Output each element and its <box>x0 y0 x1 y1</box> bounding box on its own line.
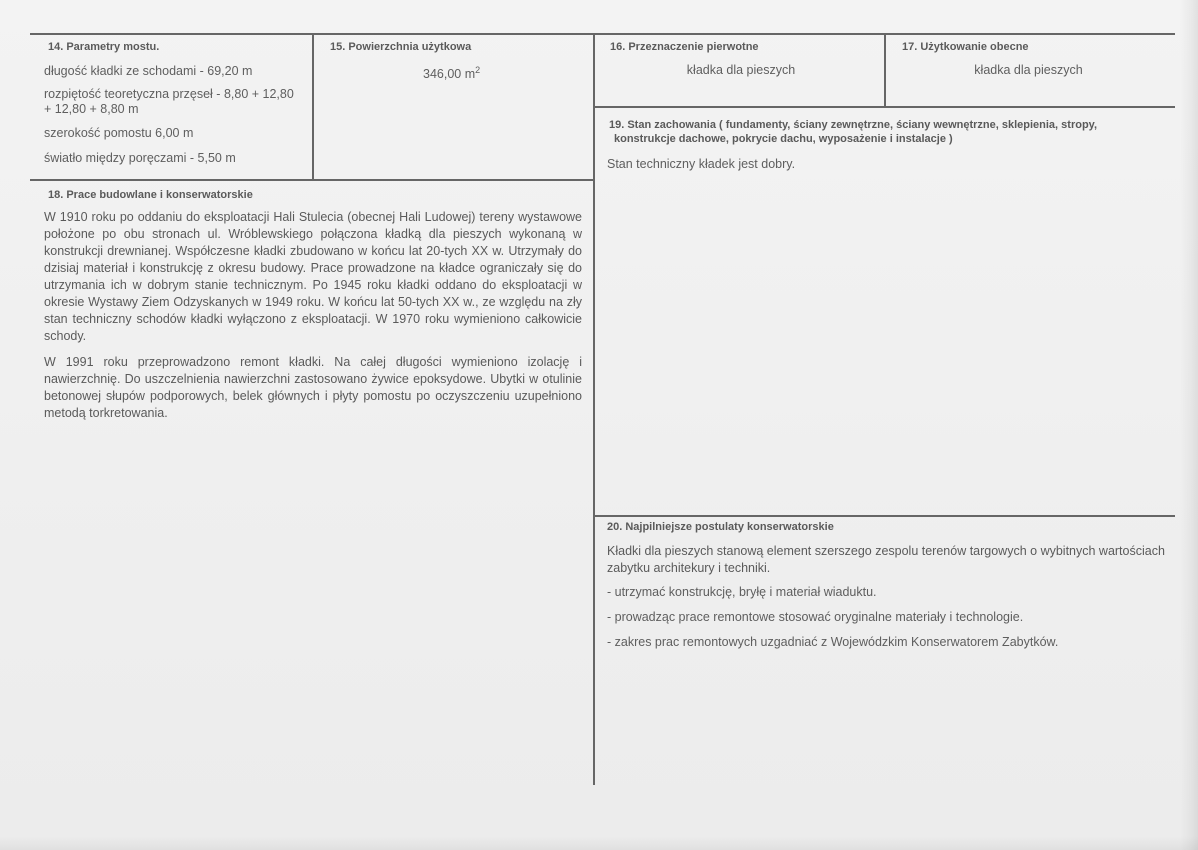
parameter-deck-width: szerokość pomostu 6,00 m <box>44 126 194 140</box>
postulate-item-1: - utrzymać konstrukcję, bryłę i materiał wiaduktu. <box>607 585 877 599</box>
parameter-length: długość kładki ze schodami - 69,20 m <box>44 64 253 78</box>
postulate-item-2: - prowadząc prace remontowe stosować oryginalne materiały i technologie. <box>607 610 1024 624</box>
top-rule <box>30 33 1175 35</box>
section-14-bridge-parameters <box>44 40 304 167</box>
usable-area-exponent: 2 <box>475 65 481 75</box>
divider-14-15 <box>312 33 314 180</box>
original-purpose-value: kładka dla pieszych <box>686 63 796 77</box>
section-17-current-use <box>902 40 1172 79</box>
card-bottom-edge-shadow <box>0 836 1198 850</box>
section-15-usable-area <box>330 40 590 83</box>
usable-area-value <box>423 62 590 83</box>
section-20-conservation-postulates <box>607 520 1167 651</box>
postulates-intro: Kładki dla pieszych stanową element szerszego zespolu terenów targowych o wybitnych wartościach zabytku architekury i techniki. <box>607 544 1165 575</box>
center-divider <box>593 33 595 785</box>
rule-under-16-17 <box>593 106 1175 108</box>
section-16-original-purpose <box>610 40 880 79</box>
section-20-heading: 20. Najpilniejsze postulaty konserwatorskie <box>607 521 834 533</box>
section-18-construction-works <box>44 188 582 422</box>
rule-above-20 <box>593 515 1175 517</box>
postulate-item-3: - zakres prac remontowych uzgadniać z Wojewódzkim Konserwatorem Zabytków. <box>607 635 1059 649</box>
card-right-edge-shadow <box>1180 0 1198 850</box>
usable-area-number: 346,00 m <box>423 67 476 82</box>
section-19-heading-line-2: konstrukcje dachowe, pokrycie dachu, wyposażenie i instalacje ) <box>614 133 953 145</box>
rule-under-14-15 <box>30 179 595 181</box>
section-16-heading: 16. Przeznaczenie pierwotne <box>610 41 759 53</box>
parameter-span: rozpiętość teoretyczna przęseł - 8,80 + 12,80 + 12,80 + 8,80 m <box>44 87 294 116</box>
section-19-heading-line-1: 19. Stan zachowania ( fundamenty, ściany zewnętrzne, ściany wewnętrzne, sklepienia, stropy, <box>609 119 1098 131</box>
section-18-heading: 18. Prace budowlane i konserwatorskie <box>48 189 253 201</box>
current-use-value: kładka dla pieszych <box>974 63 1083 77</box>
works-paragraph-2: W 1991 roku przeprowadzono remont kładki. Na całej długości wymieniono izolację i nawierzchnię. Do uszczelnienia nawierzchni zastosowano żywice epoksydowe. Ubytki w otulinie betonowej słupów podporowych, belek głównych i płyty pomostu po oczyszczeniu uzupełniono metodą torkretowania. <box>44 355 582 420</box>
parameter-railing-clearance: światło między poręczami - 5,50 m <box>44 151 236 165</box>
condition-text: Stan techniczny kładek jest dobry. <box>607 157 796 171</box>
section-19-condition <box>607 118 1167 173</box>
works-paragraph-1: W 1910 roku po oddaniu do eksploatacji Hali Stulecia (obecnej Hali Ludowej) tereny wystawowe położone po obu stronach ul. Wróblewskiego połączona kładką dla pieszych wykonaną w konstrukcji drewnianej. Współczesne kładki zbudowano w końcu lat 20-tych XX w. Utrzymały do dzisiaj materiał i konstrukcję z okresu budowy. Prace prowadzone na kładce ograniczały się do utrzymania ich w dobrym stanie technicznym. Po 1945 roku kładki oddano do eksploatacji w okresie Wystawy Ziem Odzyskanych w 1949 roku. W końcu lat 50-tych XX w., ze względu na zły stan techniczny schodów kładki wyłączono z eksploatacji. W 1970 roku wymieniono całkowicie schody. <box>44 210 582 343</box>
section-15-heading: 15. Powierzchnia użytkowa <box>330 41 472 53</box>
section-14-heading: 14. Parametry mostu. <box>48 41 160 53</box>
section-17-heading: 17. Użytkowanie obecne <box>902 41 1029 53</box>
